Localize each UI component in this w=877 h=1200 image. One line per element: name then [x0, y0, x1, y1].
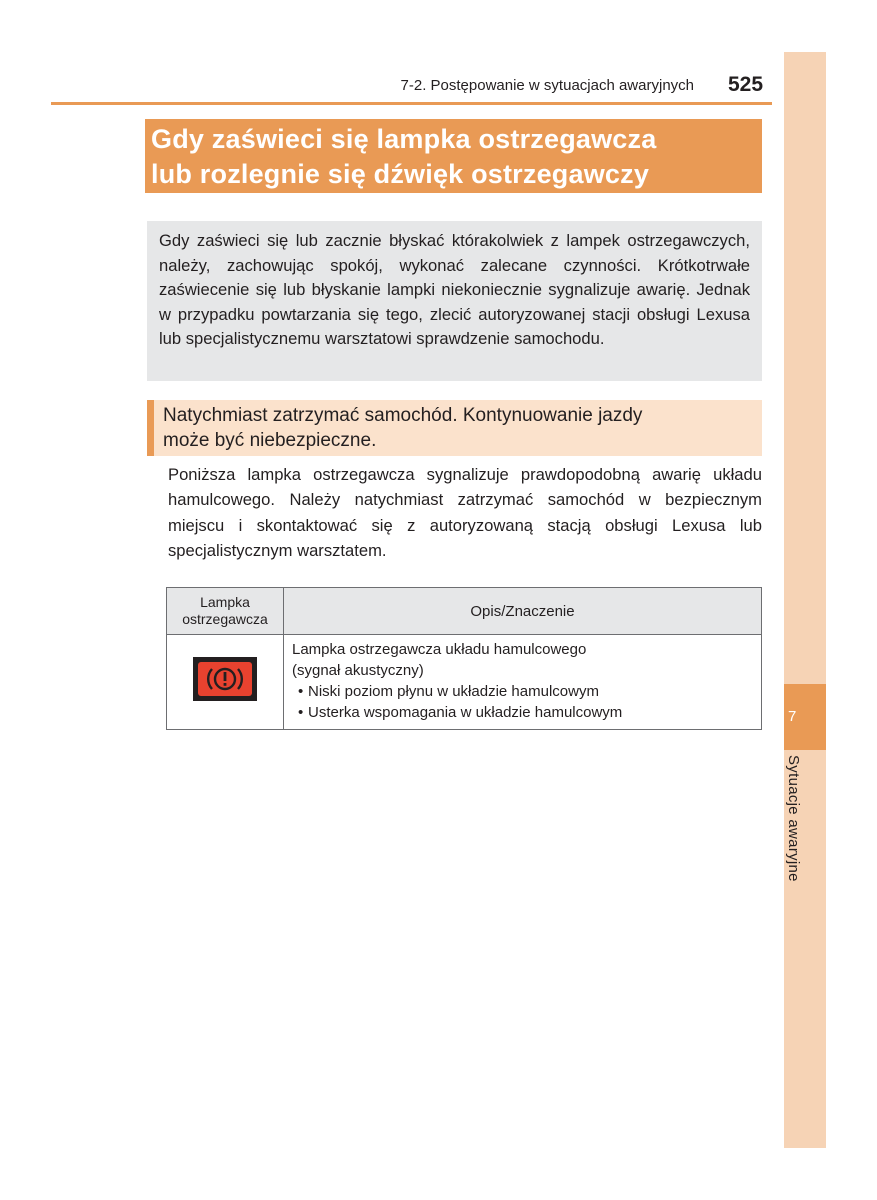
table-header-lamp-line-1: Lampka	[200, 594, 250, 610]
table-header-lamp-line-2: ostrzegawcza	[182, 611, 268, 627]
warning-heading-accent	[147, 400, 154, 456]
list-item: • Niski poziom płynu w układzie hamulcowym	[292, 681, 753, 702]
warning-lamp-table	[166, 587, 762, 730]
chapter-label: Sytuacje awaryjne	[785, 755, 802, 882]
table-header-lamp	[167, 588, 284, 635]
running-head: 7-2. Postępowanie w sytuacjach awaryjnych	[400, 77, 694, 94]
intro-box	[147, 221, 762, 381]
section-title-line-2: lub rozlegnie się dźwięk ostrzegawczy	[151, 159, 650, 189]
list-item: • Usterka wspomagania w układzie hamulcowym	[292, 702, 753, 723]
table-header-row	[167, 588, 762, 635]
header-rule	[51, 102, 772, 105]
warning-paragraph: Poniższa lampka ostrzegawcza sygnalizuje prawdopodobną awarię układu hamulcowego. Należy natychmiast zatrzymać samochód w bezpiecznym miejscu i skontaktować się z autoryzowaną stacją obsługi Lexusa lub specjalistycznym warsztatem.	[168, 465, 762, 560]
lamp-description-cell	[284, 635, 762, 730]
section-title-line-1: Gdy zaświeci się lampka ostrzegawcza	[151, 124, 657, 154]
chapter-number: 7	[788, 708, 797, 725]
intro-text: Gdy zaświeci się lub zacznie błyskać którakolwiek z lampek ostrzegawczych, należy, zachowując spokój, wykonać zalecane czynności. Krótkotrwałe zaświecenie się lub błyskanie lampki niekoniecznie sygnalizuje awarię. Jednak w przypadku powtarzania się tego, zlecić autoryzowanej stacji obsługi Lexusa lub specjalistycznemu warsztatowi sprawdzenie samochodu.	[159, 231, 750, 349]
warning-heading-line-1: Natychmiast zatrzymać samochód. Kontynuowanie jazdy	[163, 405, 643, 426]
chapter-side-strip	[784, 52, 826, 1148]
lamp-title-line-1: Lampka ostrzegawcza układu hamulcowego	[292, 641, 587, 658]
lamp-title-line-2: (sygnał akustyczny)	[292, 662, 424, 679]
brake-warning-icon	[193, 657, 257, 707]
section-title	[145, 119, 762, 193]
table-row	[167, 635, 762, 730]
page-number: 525	[728, 73, 764, 96]
lamp-icon-cell	[167, 635, 284, 730]
table-header-description: Opis/Znaczenie	[284, 588, 762, 635]
lamp-cause-list	[292, 681, 753, 723]
warning-heading	[163, 403, 753, 453]
warning-heading-line-2: może być niebezpieczne.	[163, 430, 377, 451]
